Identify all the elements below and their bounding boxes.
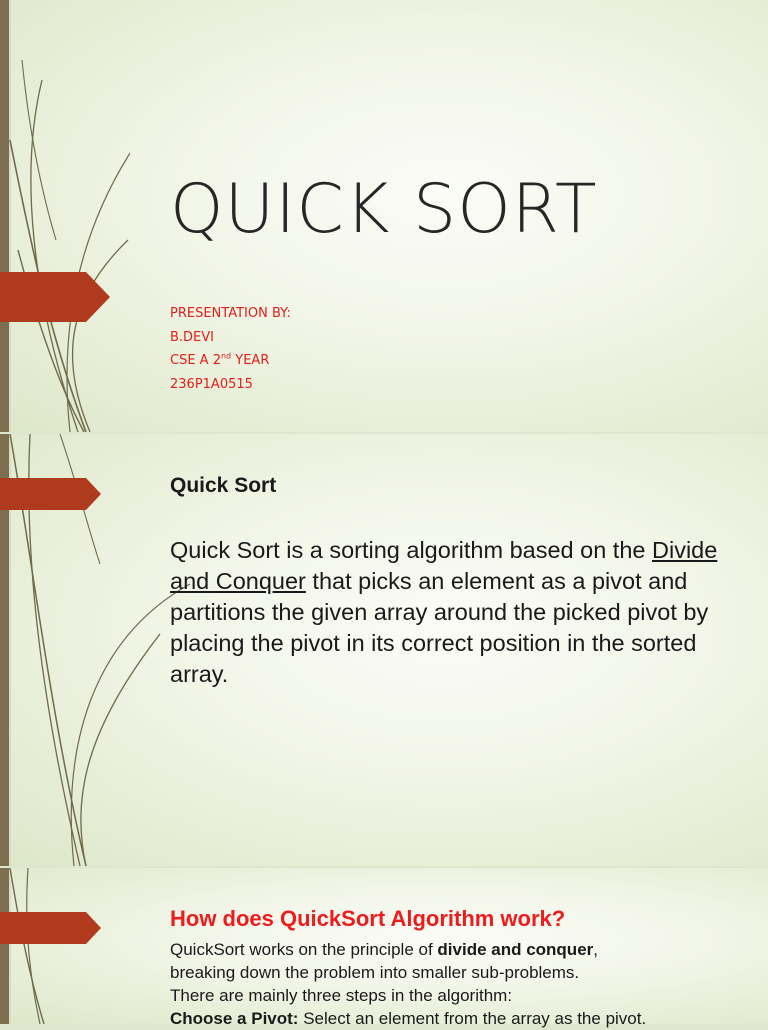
presenter-info <box>170 302 291 396</box>
how-it-works-step: Choose a Pivot: Select an element from the array as the pivot. <box>170 1009 647 1028</box>
presenter-name: B.DEVI <box>170 329 215 345</box>
presenter-roll-number: 236P1A0515 <box>170 376 253 392</box>
definition-text: Quick Sort is a sorting algorithm based on the Divide and Conquer that picks an element as a pivot and partitions the given array around the picked pivot by placing the pivot in its correct position in the sorted array. <box>170 537 718 687</box>
pentagon-arrow-marker-icon <box>0 912 101 944</box>
how-it-works-line: There are mainly three steps in the algorithm: <box>170 986 513 1005</box>
definition-heading: Quick Sort <box>170 474 277 497</box>
grass-stems-decoration <box>0 868 120 1024</box>
presenter-label: PRESENTATION BY: <box>170 306 291 321</box>
how-it-works-line: QuickSort works on the principle of divide and conquer, <box>170 940 598 959</box>
presenter-class: CSE A 2nd YEAR <box>170 351 270 368</box>
divide-and-conquer-link[interactable]: Divide and Conquer <box>170 537 718 594</box>
grass-stems-decoration <box>0 0 130 432</box>
slide-title <box>0 0 768 432</box>
how-it-works-heading: How does QuickSort Algorithm work? <box>170 906 566 931</box>
slide-title-text: QUICK SORT <box>170 170 598 249</box>
pentagon-arrow-marker-icon <box>0 272 110 322</box>
how-it-works-text <box>170 938 760 1030</box>
pentagon-arrow-marker-icon <box>0 478 101 510</box>
how-it-works-line: breaking down the problem into smaller sub-problems. <box>170 963 580 982</box>
